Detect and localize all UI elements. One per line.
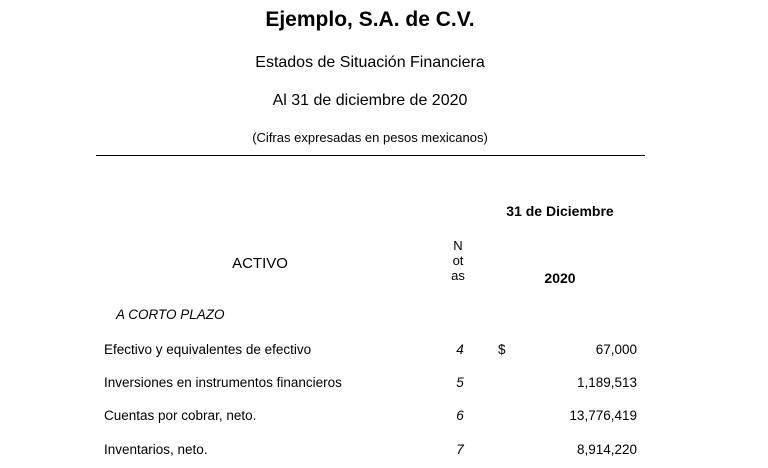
subsection-corto-plazo: A CORTO PLAZO: [116, 307, 225, 322]
row-note: 7: [456, 442, 464, 457]
notes-column-header: [438, 238, 478, 283]
statement-date: Al 31 de diciembre de 2020: [272, 92, 468, 109]
row-note: 6: [456, 408, 464, 423]
table-row: [0, 342, 768, 362]
row-label: Inventarios, neto.: [104, 442, 208, 457]
currency-note: (Cifras expresadas en pesos mexicanos): [252, 130, 488, 145]
row-note: 4: [456, 342, 464, 357]
row-amount: 67,000: [595, 342, 637, 357]
row-label: Cuentas por cobrar, neto.: [104, 408, 257, 423]
table-row: [0, 442, 768, 462]
row-amount: 8,914,220: [576, 442, 637, 457]
row-amount: 1,189,513: [576, 375, 637, 390]
row-note: 5: [456, 375, 464, 390]
year-header: 2020: [544, 270, 576, 286]
section-label-activo: ACTIVO: [232, 255, 288, 272]
table-row: [0, 408, 768, 428]
row-label: Inversiones en instrumentos financieros: [104, 375, 342, 390]
statement-title: Estados de Situación Financiera: [255, 54, 485, 71]
company-name: Ejemplo, S.A. de C.V.: [265, 8, 475, 31]
row-amount: 13,776,419: [569, 408, 637, 423]
notes-header-line: as: [451, 268, 465, 283]
row-currency: $: [498, 342, 506, 357]
table-row: [0, 375, 768, 395]
notes-header-line: N: [453, 238, 463, 253]
row-label: Efectivo y equivalentes de efectivo: [104, 342, 312, 357]
notes-header-line: ot: [452, 253, 464, 268]
header-divider: [96, 155, 645, 156]
period-header: 31 de Diciembre: [506, 203, 614, 219]
